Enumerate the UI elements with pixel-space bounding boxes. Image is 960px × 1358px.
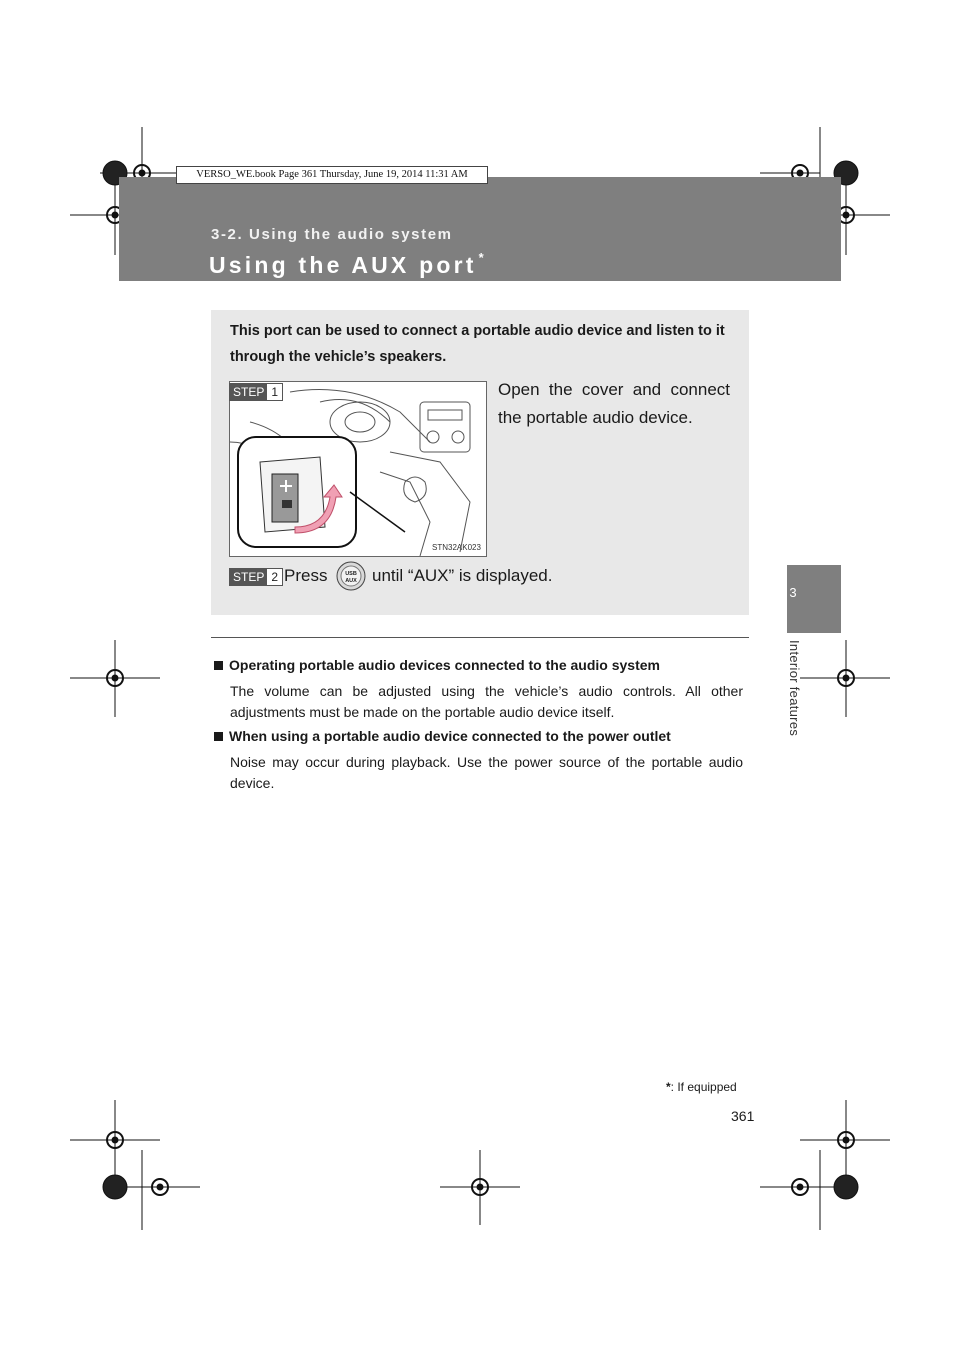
page-number: 361	[731, 1108, 755, 1124]
figure-code: STN32AK023	[432, 543, 481, 552]
chapter-name: Interior features	[787, 640, 802, 737]
footnote-mark: *	[666, 1080, 671, 1094]
intro-text: This port can be used to connect a portable audio device and listen to it through the vehicle’s speakers.	[230, 323, 725, 365]
step-1-number: 1	[267, 384, 282, 400]
square-bullet-icon	[214, 661, 223, 670]
note-2-heading	[214, 728, 671, 744]
note-2-body: Noise may occur during playback. Use the power source of the portable audio device.	[230, 754, 743, 791]
step-2-label: STEP	[233, 570, 265, 584]
step-2-rest-text: until “AUX” is displayed.	[372, 566, 553, 585]
book-slug: VERSO_WE.book Page 361 Thursday, June 19, 2014 11:31 AM	[176, 166, 488, 184]
square-bullet-icon	[214, 732, 223, 741]
console-drawing	[230, 382, 486, 556]
usb-button-label: USB	[345, 571, 357, 577]
step-1-badge	[229, 383, 283, 401]
page-title-text: Using the AUX port	[209, 252, 477, 278]
chapter-number: 3	[789, 585, 797, 600]
usb-aux-button-icon	[336, 561, 366, 591]
section-label: 3-2. Using the audio system	[211, 226, 453, 243]
title-asterisk: *	[478, 250, 487, 265]
section-divider	[211, 637, 749, 638]
note-2-heading-text: When using a portable audio device connected to the power outlet	[229, 728, 671, 744]
footnote	[666, 1080, 737, 1094]
step-2-badge	[229, 568, 283, 586]
note-1-heading-text: Operating portable audio devices connected to the audio system	[229, 657, 660, 673]
footnote-text: : If equipped	[670, 1080, 737, 1094]
step-2-number: 2	[267, 569, 282, 585]
console-illustration	[229, 381, 487, 557]
note-1-body: The volume can be adjusted using the vehicle’s audio controls. All other adjustments must be made on the portable audio device itself.	[230, 683, 743, 720]
step-1-label: STEP	[233, 385, 265, 399]
note-1-heading	[214, 657, 660, 673]
step-1-text: Open the cover and connect the portable audio device.	[498, 380, 730, 427]
page-title	[209, 252, 487, 279]
aux-button-label: AUX	[345, 578, 357, 584]
step-2-press-text: Press	[284, 566, 328, 585]
